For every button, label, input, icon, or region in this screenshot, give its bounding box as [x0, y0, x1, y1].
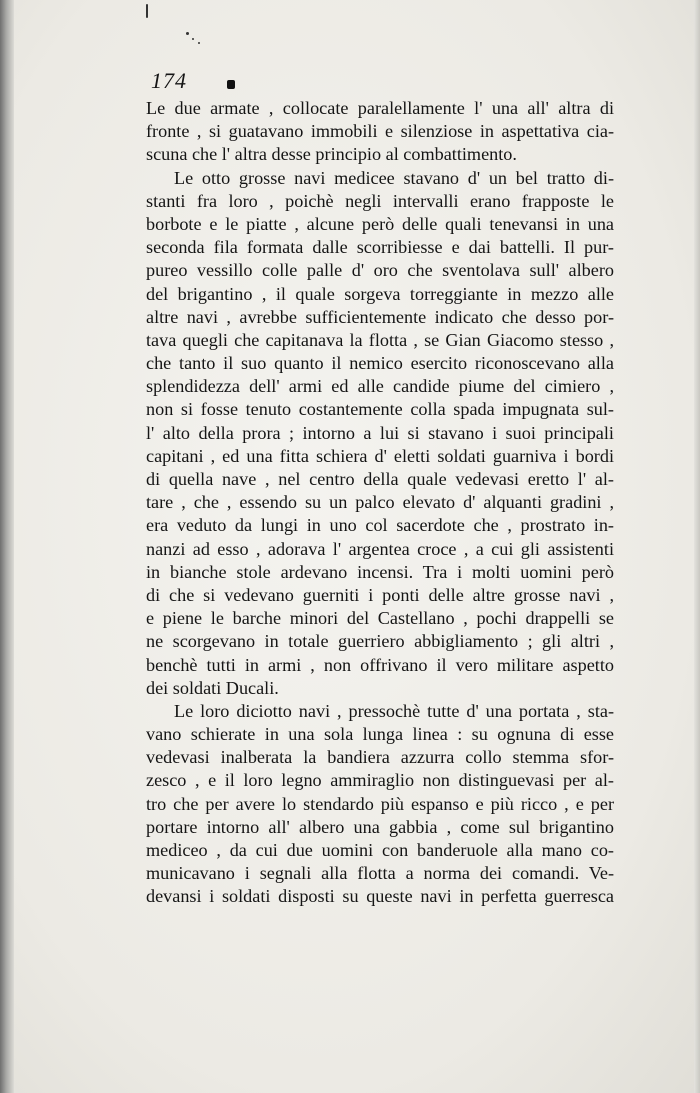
page-edge [694, 0, 700, 1093]
text-line: benchè tutti in armi , non offrivano il vero militare aspetto [146, 654, 614, 675]
text-line: di quella nave , nel centro della quale vedevasi eretto l' al- [146, 469, 614, 489]
text-line: municavano i segnali alla flotta a norma dei comandi. Ve- [146, 863, 614, 884]
text-line: del brigantino , il quale sorgeva torreggiante in mezzo alle [146, 283, 614, 304]
text-line: che tanto il suo quanto il nemico esercito riconoscevano alla [146, 353, 614, 374]
text-line: fronte , si guatavano immobili e silenziose in aspettativa cia- [146, 121, 614, 142]
text-line: pureo vessillo colle palle d' oro che sventolava sull' albero [146, 260, 614, 281]
text-line: splendidezza dell' armi ed alle candide piume del cimiero , [146, 376, 614, 397]
text-line: mediceo , da cui due uomini con banderuole alla mano co- [146, 840, 614, 860]
text-line: era veduto da lungi in uno col sacerdote che , prostrato in- [146, 515, 614, 536]
text-line: non si fosse tenuto costantemente colla spada impugnata sul- [146, 399, 614, 420]
text-line: in bianche stole ardevano incensi. Tra i molti uomini però [146, 561, 614, 582]
body-text [146, 97, 614, 909]
text-line: capitani , ed una fitta schiera d' eletti soldati guarniva i bordi [146, 445, 614, 466]
paragraph [146, 700, 614, 909]
text-line: borbote e le piatte , alcune però delle quali tenevansi in una [146, 213, 614, 234]
paragraph [146, 167, 614, 700]
text-line: Le otto grosse navi medicee stavano d' un bel tratto di- [174, 167, 614, 188]
text-line: scuna che l' altra desse principio al combattimento. [146, 144, 517, 165]
text-line: di che si vedevano guerniti i ponti delle altre grosse navi , [146, 584, 614, 605]
ink-blot [227, 80, 235, 89]
binding-shadow [0, 0, 14, 1093]
text-line: dei soldati Ducali. [146, 677, 279, 698]
text-line: nanzi ad esso , adorava l' argentea croce , a cui gli assistenti [146, 538, 614, 559]
text-line: ne scorgevano in totale guerriero abbigliamento ; gli altri , [146, 631, 614, 652]
text-line: devansi i soldati disposti su queste navi in perfetta guerresca [146, 886, 614, 907]
text-line: stanti fra loro , poichè negli intervalli erano frapposte le [146, 190, 614, 211]
text-line: l' alto della prora ; intorno a lui si stavano i suoi principali [146, 422, 614, 443]
text-line: tare , che , essendo su un palco elevato d' alquanti gradini , [146, 492, 614, 513]
text-line: portare intorno all' albero una gabbia , come sul brigantino [146, 816, 614, 837]
text-line: e piene le barche minori del Castellano , pochi drappelli se [146, 608, 614, 629]
ink-specks [140, 0, 220, 60]
text-line: vano schierate in una sola lunga linea : su ognuna di esse [146, 724, 614, 745]
text-line: seconda fila formata dalle scorribiesse e dai battelli. Il pur- [146, 237, 614, 258]
text-line: zesco , e il loro legno ammiraglio non distinguevasi per al- [146, 770, 614, 791]
text-line: altre navi , avrebbe sufficientemente indicato che desso por- [146, 306, 614, 327]
text-line: tava quegli che capitanava la flotta , se Gian Giacomo stesso , [146, 329, 614, 350]
text-line: Le due armate , collocate paralellamente l' una all' altra di [146, 98, 614, 118]
text-line: Le loro diciotto navi , pressochè tutte d' una portata , sta- [174, 700, 614, 721]
paragraph [146, 97, 614, 167]
text-line: tro che per avere lo stendardo più espanso e più ricco , e per [146, 793, 614, 814]
text-line: vedevasi inalberata la bandiera azzurra collo stemma sfor- [146, 747, 614, 768]
page-number: 174 [151, 68, 187, 93]
